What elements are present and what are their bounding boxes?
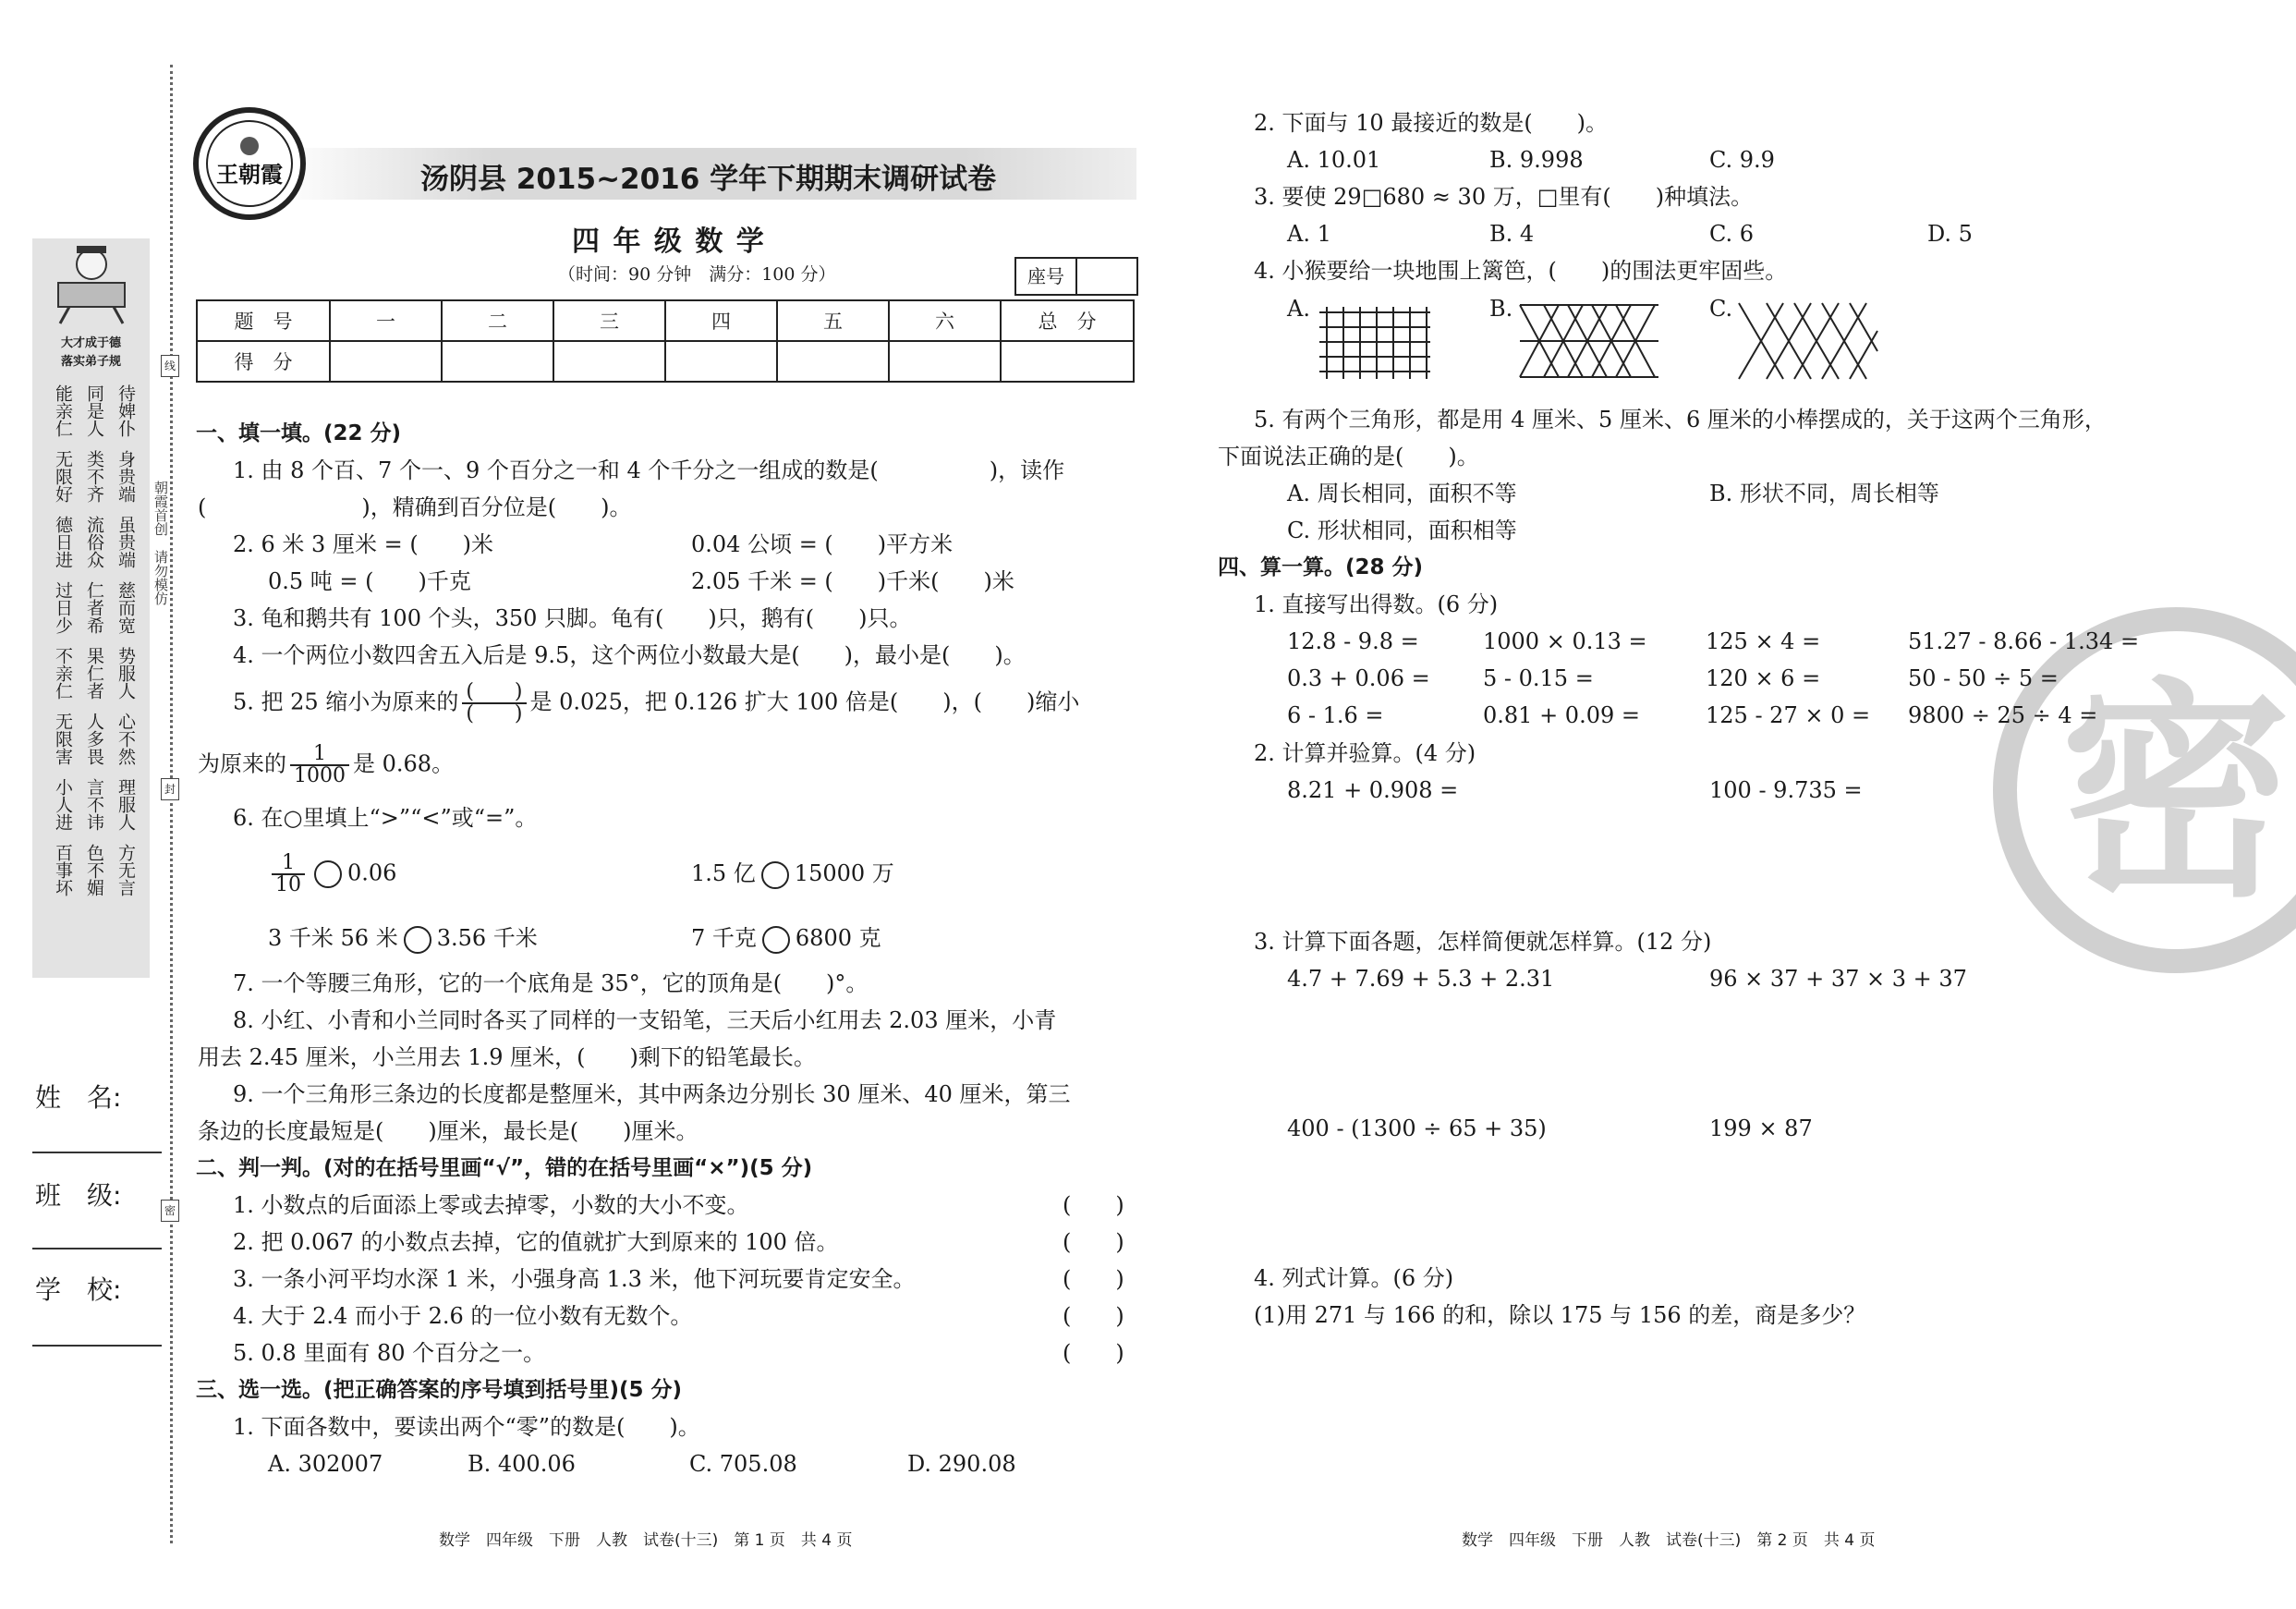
choice-4: 4. 小猴要给一块地围上篱笆，( )的围法更牢固些。	[1254, 258, 1788, 284]
choice-2-option-b: B. 9.998	[1489, 147, 1584, 173]
choice-2-option-c: C. 9.9	[1709, 147, 1775, 173]
subject-title: 四 年 级 数 学	[572, 226, 766, 258]
choice-5-line1: 5. 有两个三角形，都是用 4 厘米、5 厘米、6 厘米的小棒摆成的，关于这两个三角形，	[1254, 407, 2107, 433]
judge-4: 4. 大于 2.4 而小于 2.6 的一位小数有无数个。	[233, 1303, 693, 1329]
motto-columns	[32, 384, 150, 896]
simplify-calc-item: 400 - (1300 ÷ 65 + 35)	[1287, 1115, 1547, 1141]
simplify-calc-item: 4.7 + 7.69 + 5.3 + 2.31	[1287, 966, 1555, 992]
score-header-cell: 五	[777, 300, 889, 341]
oral-calc-item: 120 × 6 =	[1706, 665, 1821, 691]
score-cell[interactable]	[442, 341, 553, 382]
class-field-label: 班 级:	[35, 1180, 122, 1211]
page-footer-left: 数学 四年级 下册 人教 试卷(十三) 第 1 页 共 4 页	[439, 1531, 853, 1550]
oral-calc-item: 9800 ÷ 25 ÷ 4 =	[1908, 702, 2098, 728]
q5-line2: 为原来的 $\frac{1}{1000}$ 是 0.68。	[198, 742, 455, 787]
time-info: （时间：90 分钟 满分：100 分）	[558, 264, 836, 285]
diamond-lattice-fence-icon	[1739, 299, 1877, 383]
choice-1: 1. 下面各数中，要读出两个“零”的数是( )。	[233, 1414, 700, 1440]
q6-compare-a: $\frac{1}{10}$ 0.06	[268, 853, 396, 896]
q6-compare-b: 1.5 亿 15000 万	[691, 855, 894, 892]
choice-5-option-b: B. 形状不同，周长相等	[1709, 481, 1939, 506]
motto-line-1: 大才成于德	[60, 336, 121, 350]
calc-4-question-1: (1)用 271 与 166 的和，除以 175 与 156 的差，商是多少？	[1254, 1302, 1866, 1328]
compare-circle[interactable]	[404, 926, 431, 954]
choice-3-option-c: C. 6	[1709, 221, 1755, 247]
choice-3-option-a: A. 1	[1287, 221, 1331, 247]
fence-label-b: B.	[1489, 296, 1513, 322]
stamp-text: 密	[2060, 659, 2291, 928]
oral-calc-item: 50 - 50 ÷ 5 =	[1908, 665, 2059, 691]
verify-calc-item: 8.21 + 0.908 =	[1287, 777, 1459, 803]
judge-5: 5. 0.8 里面有 80 个百分之一。	[233, 1340, 546, 1366]
binding-mark-line: 线	[161, 355, 179, 377]
binding-mark-secret: 密	[161, 1200, 179, 1222]
choice-5-line2: 下面说法正确的是( )。	[1218, 444, 1479, 469]
choice-5-option-c: C. 形状相同，面积相等	[1287, 518, 1517, 543]
oral-calc-item: 5 - 0.15 =	[1483, 665, 1594, 691]
choice-1-option-b: B. 400.06	[468, 1451, 576, 1477]
triangle-lattice-fence-icon	[1520, 299, 1658, 383]
q3: 3. 龟和鹅共有 100 个头，350 只脚。龟有( )只，鹅有( )只。	[233, 605, 912, 631]
calc-1-title: 1. 直接写出得数。(6 分)	[1254, 591, 1499, 617]
score-cell[interactable]	[330, 341, 442, 382]
section-1-title: 一、填一填。(22 分)	[196, 421, 402, 445]
judge-paren[interactable]: ( )	[1063, 1266, 1124, 1292]
exam-title: 汤阴县 2015~2016 学年下期期末调研试卷	[420, 163, 997, 196]
logo-text: 王朝霞	[216, 161, 283, 188]
scholar-illustration-icon	[32, 238, 150, 331]
q2-part-a: 2. 6 米 3 厘米 = ( )米	[233, 531, 494, 557]
judge-paren[interactable]: ( )	[1063, 1340, 1124, 1366]
choice-3-option-b: B. 4	[1489, 221, 1535, 247]
q5-pre: 5. 把 25 缩小为原来的	[233, 689, 459, 715]
square-grid-fence-icon	[1319, 299, 1430, 383]
judge-paren[interactable]: ( )	[1063, 1303, 1124, 1329]
motto-row: 不亲仁 果仁者 势服人	[53, 647, 136, 700]
score-header-row	[197, 300, 1134, 341]
verify-calc-item: 100 - 9.735 =	[1709, 777, 1863, 803]
judge-paren[interactable]: ( )	[1063, 1229, 1124, 1255]
seat-number-box[interactable]	[1014, 257, 1138, 296]
q1-line1: 1. 由 8 个百、7 个一、9 个百分之一和 4 个千分之一组成的数是( )，读作	[233, 457, 1065, 483]
judge-3: 3. 一条小河平均水深 1 米，小强身高 1.3 米，他下河玩要肯定安全。	[233, 1266, 916, 1292]
motto-row: 过日少 仁者希 慈而宽	[53, 581, 136, 634]
compare-circle[interactable]	[314, 860, 342, 888]
oral-calc-item: 12.8 - 9.8 =	[1287, 628, 1419, 654]
page-footer-right: 数学 四年级 下册 人教 试卷(十三) 第 2 页 共 4 页	[1462, 1531, 1876, 1550]
choice-2-option-a: A. 10.01	[1287, 147, 1381, 173]
score-cell[interactable]	[777, 341, 889, 382]
q6-title: 6. 在○里填上“>”“<”或“=”。	[233, 805, 538, 831]
score-cell[interactable]	[665, 341, 777, 382]
q8-line2: 用去 2.45 厘米，小兰用去 1.9 厘米，( )剩下的铅笔最长。	[198, 1044, 816, 1070]
calc-2-title: 2. 计算并验算。(4 分)	[1254, 740, 1476, 766]
q2-part-d: 2.05 千米 = ( )千米( )米	[691, 568, 1014, 594]
choice-5-option-a: A. 周长相同，面积不等	[1287, 481, 1517, 506]
q6-compare-c: 3 千米 56 米 3.56 千米	[268, 920, 538, 957]
score-cell[interactable]	[553, 341, 665, 382]
score-header-cell: 六	[889, 300, 1001, 341]
choice-1-option-c: C. 705.08	[689, 1451, 797, 1477]
judge-1: 1. 小数点的后面添上零或去掉零，小数的大小不变。	[233, 1192, 749, 1218]
motto-row: 无限好 类不齐 身贵端	[53, 450, 136, 503]
choice-3-option-d: D. 5	[1927, 221, 1973, 247]
calc-4-title: 4. 列式计算。(6 分)	[1254, 1265, 1454, 1291]
name-field-line[interactable]	[32, 1152, 162, 1153]
motto-row: 能亲仁 同是人 待婢仆	[53, 384, 136, 437]
score-row-label: 得 分	[197, 341, 330, 382]
oral-calc-item: 0.3 + 0.06 =	[1287, 665, 1430, 691]
judge-2: 2. 把 0.067 的小数点去掉，它的值就扩大到原来的 100 倍。	[233, 1229, 839, 1255]
binding-dotted-line	[170, 65, 173, 1543]
q5-line1	[233, 682, 1079, 725]
score-header-cell: 二	[442, 300, 553, 341]
binding-mark-seal: 封	[161, 778, 179, 800]
school-field-line[interactable]	[32, 1345, 162, 1347]
copyright-note: 朝霞首创 请勿模仿	[152, 481, 169, 605]
oral-calc-item: 6 - 1.6 =	[1287, 702, 1384, 728]
oral-calc-item: 0.81 + 0.09 =	[1483, 702, 1640, 728]
compare-circle[interactable]	[762, 926, 790, 954]
score-header-cell: 三	[553, 300, 665, 341]
q2-part-b: 0.04 公顷 = ( )平方米	[691, 531, 954, 557]
seat-label: 座号	[1016, 259, 1077, 294]
motto-row: 小人进 言不讳 理服人	[53, 778, 136, 831]
q5b-fraction: $\frac{1}{1000}$	[290, 744, 349, 786]
simplify-calc-item: 199 × 87	[1709, 1115, 1813, 1141]
compare-circle[interactable]	[761, 861, 789, 889]
q1-line2: ( )，精确到百分位是( )。	[198, 494, 632, 520]
calc-3-title: 3. 计算下面各题，怎样简便就怎样算。(12 分)	[1254, 929, 1712, 955]
q5-fraction: $\frac{( )}{( )}$	[462, 682, 526, 725]
q9-line2: 条边的长度最短是( )厘米，最长是( )厘米。	[198, 1118, 699, 1144]
motto-row: 无限害 人多畏 心不然	[53, 713, 136, 765]
oral-calc-item: 125 × 4 =	[1706, 628, 1821, 654]
section-2-title: 二、判一判。(对的在括号里画“√”，错的在括号里画“×”)(5 分)	[196, 1156, 813, 1180]
choice-1-option-a: A. 302007	[268, 1451, 383, 1477]
score-value-row	[197, 341, 1134, 382]
score-header-cell: 四	[665, 300, 777, 341]
q7: 7. 一个等腰三角形，它的一个底角是 35°，它的顶角是( )°。	[233, 970, 869, 996]
fence-label-a: A.	[1287, 296, 1310, 322]
score-cell[interactable]	[1001, 341, 1134, 382]
choice-2: 2. 下面与 10 最接近的数是( )。	[1254, 110, 1609, 136]
school-field-label: 学 校:	[35, 1274, 122, 1305]
score-header-cell: 一	[330, 300, 442, 341]
motto-sidebar	[32, 238, 150, 978]
fence-label-c: C.	[1709, 296, 1733, 322]
section-4-title: 四、算一算。(28 分)	[1218, 555, 1424, 579]
q8-line1: 8. 小红、小青和小兰同时各买了同样的一支铅笔，三天后小红用去 2.03 厘米，小青	[233, 1007, 1057, 1033]
oral-calc-item: 1000 × 0.13 =	[1483, 628, 1647, 654]
score-cell[interactable]	[889, 341, 1001, 382]
simplify-calc-item: 96 × 37 + 37 × 3 + 37	[1709, 966, 1967, 992]
score-header-cell: 总 分	[1001, 300, 1134, 341]
section-3-title: 三、选一选。(把正确答案的序号填到括号里)(5 分)	[196, 1378, 683, 1402]
q4: 4. 一个两位小数四舍五入后是 9.5，这个两位小数最大是( )，最小是( )。	[233, 642, 1026, 668]
q2-part-c: 0.5 吨 = ( )千克	[268, 568, 471, 594]
score-header-cell: 题 号	[197, 300, 330, 341]
motto-row: 德日进 流俗众 虽贵端	[53, 516, 136, 568]
oral-calc-item: 51.27 - 8.66 - 1.34 =	[1908, 628, 2140, 654]
choice-3: 3. 要使 29□680 ≈ 30 万，□里有( )种填法。	[1254, 184, 1754, 210]
motto-row: 百事坏 色不媚 方无言	[53, 844, 136, 896]
oral-calc-item: 125 - 27 × 0 =	[1706, 702, 1871, 728]
q9-line1: 9. 一个三角形三条边的长度都是整厘米，其中两条边分别长 30 厘米、40 厘米，第三	[233, 1081, 1071, 1107]
name-field-label: 姓 名:	[35, 1082, 122, 1113]
class-field-line[interactable]	[32, 1248, 162, 1249]
seat-input[interactable]	[1077, 259, 1136, 294]
score-table	[196, 299, 1135, 383]
motto-line-2: 落实弟子规	[60, 355, 121, 369]
choice-1-option-d: D. 290.08	[907, 1451, 1016, 1477]
q5-post: 是 0.025，把 0.126 扩大 100 倍是( )，( )缩小	[529, 689, 1080, 715]
logo-seal-icon	[189, 104, 310, 224]
judge-paren[interactable]: ( )	[1063, 1192, 1124, 1218]
q6-compare-d: 7 千克 6800 克	[691, 920, 881, 957]
